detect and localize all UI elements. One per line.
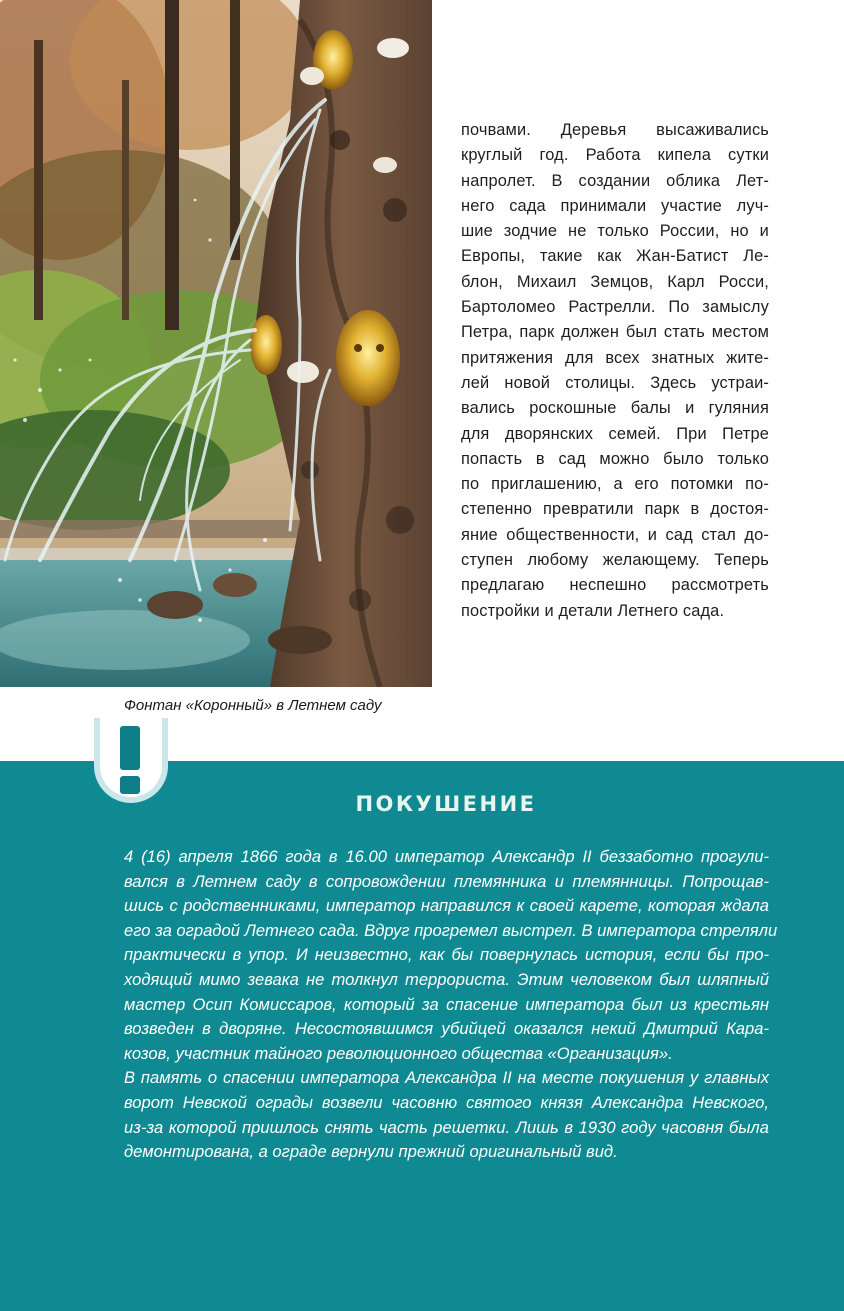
- article-line: яние общественности, и сад стал до-: [461, 525, 769, 544]
- article-line: степенно превратили парк в достоя-: [461, 500, 769, 519]
- note-line: шись с родственниками, император направился к своей карете, которая ждала: [124, 896, 769, 916]
- note-line: его за оградой Летнего сада. Вдруг прогремел выстрел. В императора стреляли: [124, 920, 778, 940]
- article-line: блон, Михаил Земцов, Карл Росси,: [461, 272, 769, 291]
- article-line: вались роскошные балы и гуляния: [461, 399, 769, 418]
- note-line: козов, участник тайного революционного общества «Организация».: [124, 1043, 673, 1063]
- article-line: него сада принимали участие луч-: [461, 196, 769, 215]
- note-line: мастер Осип Комиссаров, который за спасение императора был из крестьян: [124, 994, 769, 1014]
- note-line: ходящий мимо зевака не толкнул террориста. Этим человеком был шляпный: [124, 969, 769, 989]
- article-line: для дворянских семей. При Петре: [461, 424, 769, 443]
- note-line: ворот Невской ограды возвели часовню святого князя Александра Невского,: [124, 1092, 769, 1112]
- article-line: лей новой столицы. Здесь устраи-: [461, 373, 769, 392]
- article-line: Европы, такие как Жан-Батист Ле-: [461, 247, 769, 266]
- article-line: постройки и детали Летнего сада.: [461, 601, 725, 620]
- article-line: напролет. В создании облика Лет-: [461, 171, 769, 190]
- article-line: попасть в сад можно было только: [461, 449, 769, 468]
- article-text: [461, 118, 769, 624]
- fountain-photo: [0, 0, 432, 687]
- note-line: практически в упор. И неизвестно, как бы повернулась история, если бы про-: [124, 945, 769, 965]
- note-line: В память о спасении императора Александра II на месте покушения у главных: [124, 1068, 769, 1088]
- note-line: вался в Летнем саду в сопровождении племянника и племянницы. Попрощав-: [124, 871, 769, 891]
- note-line: из-за которой пришлось снять часть решетки. Лишь в 1930 году часовня была: [124, 1117, 769, 1137]
- article-line: по приглашению, а его потомки по-: [461, 475, 769, 494]
- article-line: почвами. Деревья высаживались: [461, 121, 769, 139]
- article-line: предлагаю неспешно рассмотреть: [461, 576, 769, 595]
- article-line: притяжения для всех знатных жите-: [461, 348, 769, 367]
- exclamation-icon: [92, 718, 170, 806]
- article-line: круглый год. Работа кипела сутки: [461, 146, 769, 165]
- article-line: Бартоломео Растрелли. По замыслу: [461, 298, 769, 317]
- article-line: шие зодчие не только России, но и: [461, 222, 769, 241]
- note-title: ПОКУШЕНИЕ: [355, 792, 537, 816]
- note-line: возведен в дворяне. Несостоявшимся убийцей оказался некий Дмитрий Кара-: [124, 1019, 769, 1039]
- note-text: [124, 845, 778, 1165]
- note-line: 4 (16) апреля 1866 года в 16.00 император Александр II беззаботно прогули-: [124, 847, 769, 866]
- article-line: Петра, парк должен был стать местом: [461, 323, 769, 342]
- note-line: демонтирована, а ограде вернули прежний оригинальный вид.: [124, 1142, 618, 1162]
- article-line: ступен любому желающему. Теперь: [461, 551, 769, 570]
- photo-caption: Фонтан «Коронный» в Летнем саду: [124, 697, 382, 714]
